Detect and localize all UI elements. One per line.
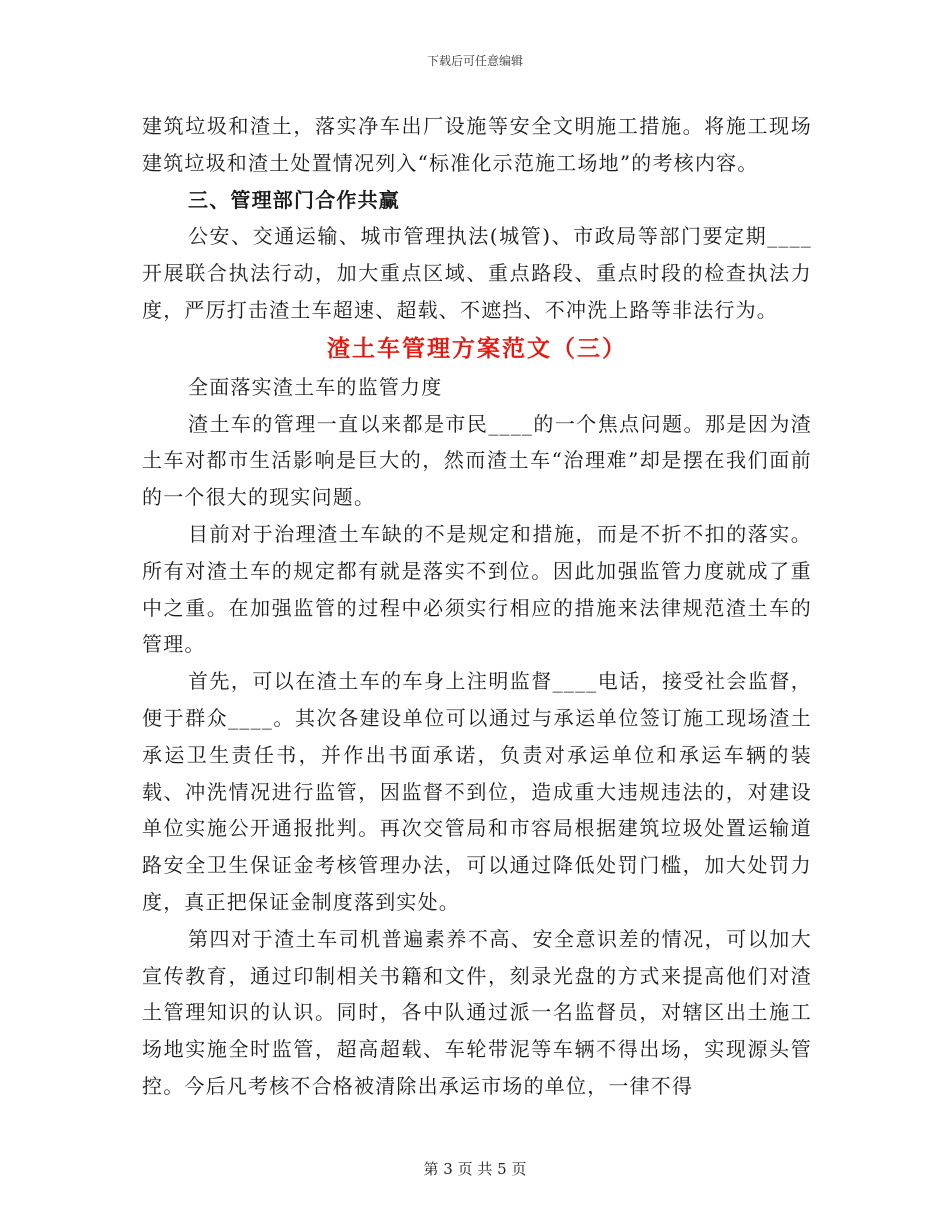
document-body (142, 108, 812, 1105)
page-header-note: 下载后可任意编辑 (426, 54, 523, 68)
document-subtitle: 全面落实渣土车的监管力度 (188, 374, 443, 399)
page-number: 第 3 页 共 5 页 (423, 1160, 527, 1178)
document-title: 渣土车管理方案范文（三） (327, 334, 627, 362)
paragraph-1: 渣土车的管理一直以来都是市民____的一个焦点问题。那是因为渣土车对都市生活影响是巨大的，然而渣土车“治理难”却是摆在我们面前的一个很大的现实问题。 (142, 411, 812, 510)
section-heading-3: 三、管理部门合作共赢 (188, 187, 400, 212)
paragraph-4: 第四对于渣土车司机普遍素养不高、安全意识差的情况，可以加大宣传教育，通过印制相关书籍和文件，刻录光盘的方式来提高他们对渣土管理知识的认识。同时，各中队通过派一名监督员，对辖区出土施工场地实施全时监管，超高超载、车轮带泥等车辆不得出场，实现源头管控。今后凡考核不合格被清除出承运市场的单位，一律不得 (142, 926, 812, 1098)
paragraph-2: 目前对于治理渣土车缺的不是规定和措施，而是不折不扣的落实。所有对渣土车的规定都有就是落实不到位。因此加强监管力度就成了重中之重。在加强监管的过程中必须实行相应的措施来法律规范渣土车的管理。 (142, 521, 812, 657)
paragraph-3: 首先，可以在渣土车的车身上注明监督____电话，接受社会监督，便于群众____。其次各建设单位可以通过与承运单位签订施工现场渣土承运卫生责任书，并作出书面承诺，负责对承运单位和承运车辆的装载、冲洗情况进行监管，因监督不到位，造成重大违规违法的，对建设单位实施公开通报批判。再次交管局和市容局根据建筑垃圾处置运输道路安全卫生保证金考核管理办法，可以通过降低处罚门槛，加大处罚力度，真正把保证金制度落到实处。 (142, 669, 812, 914)
paragraph-intro: 建筑垃圾和渣土，落实净车出厂设施等安全文明施工措施。将施工现场建筑垃圾和渣土处置情况列入“标准化示范施工场地”的考核内容。 (142, 114, 812, 175)
paragraph-joint-enforcement: 公安、交通运输、城市管理执法(城管)、市政局等部门要定期____开展联合执法行动，加大重点区域、重点路段、重点时段的检查执法力度，严厉打击渣土车超速、超载、不遮挡、不冲洗上路等非法行为。 (142, 224, 812, 322)
